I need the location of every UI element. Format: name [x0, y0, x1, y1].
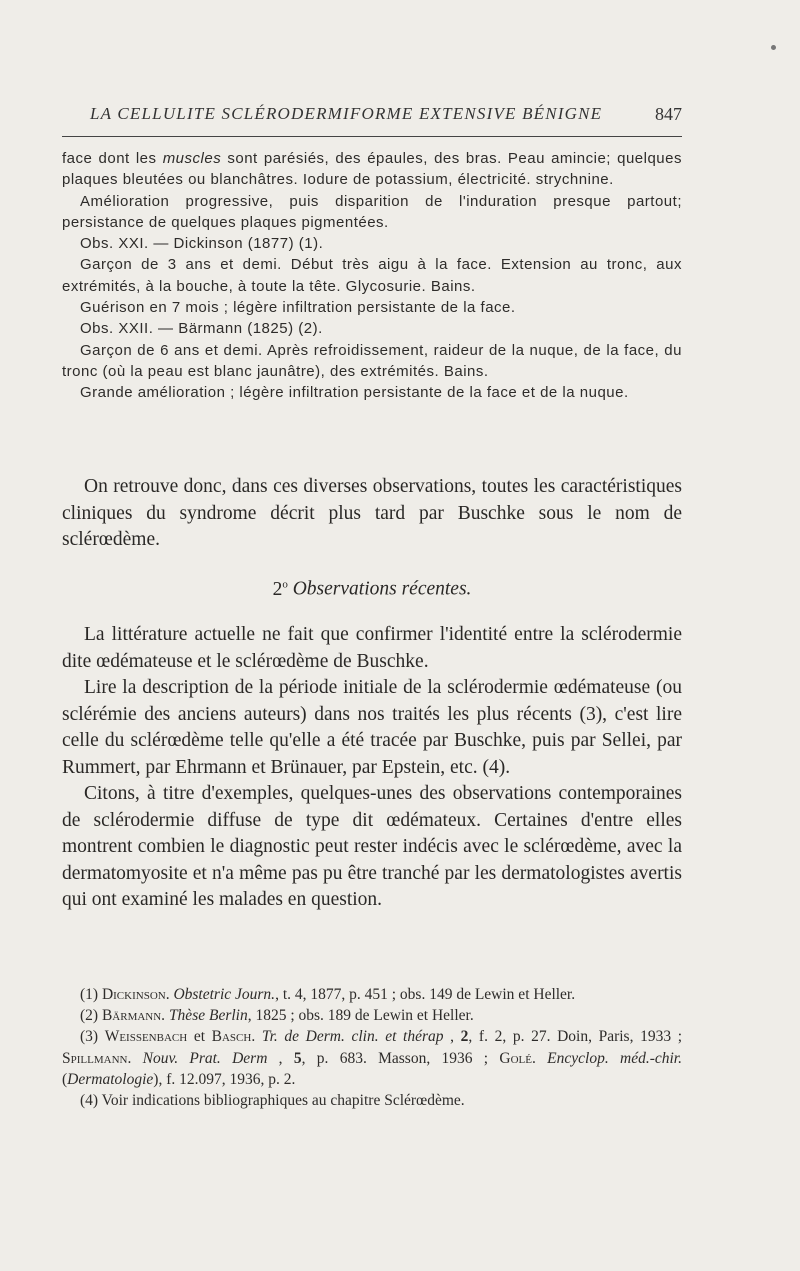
- obs-continuation: face dont les muscles sont parésiés, des épaules, des bras. Peau amincie; quelques plaques bleutées ou blanchâtres. Iodure de potassium, électricité. strychnine.: [62, 150, 682, 189]
- header-rule: [62, 136, 682, 137]
- obs-outcome: Amélioration progressive, puis disparition de l'induration presque partout; persistance de quelques plaques pigmentées.: [62, 192, 682, 231]
- footnote-1: (1) Dickinson. Obstetric Journ., t. 4, 1877, p. 451 ; obs. 149 de Lewin et Heller.: [80, 986, 576, 1003]
- conclusion-block: [62, 474, 682, 554]
- footnote-4: (4) Voir indications bibliographiques au chapitre Sclérœdème.: [80, 1092, 465, 1110]
- case-observations: [62, 148, 682, 404]
- paragraph-description: Lire la description de la période initiale de la sclérodermie œdémateuse (ou sclérémie des anciens auteurs) dans nos traités les plus récents (3), c'est lire celle du sclérœdème telle qu'elle a été tracée par Buschke, puis par Sellei, par Rummert, par Ehrmann et Brünauer, par Epstein, etc. (4).: [62, 677, 682, 778]
- section-number: 2: [272, 578, 283, 600]
- running-header: [90, 104, 682, 124]
- obs-21-outcome: Guérison en 7 mois ; légère infiltration persistante de la face.: [80, 299, 516, 317]
- footnotes: [62, 984, 682, 1111]
- section-title: Observations récentes.: [292, 578, 472, 600]
- paragraph-literature: La littérature actuelle ne fait que confirmer l'identité entre la sclérodermie dite œdémateuse et le sclérœdème de Buschke.: [62, 624, 682, 672]
- obs-22-body: Garçon de 6 ans et demi. Après refroidissement, raideur de la nuque, de la face, du tronc (où la peau est blanc jaunâtre), des extrémités. Bains.: [62, 341, 682, 380]
- footnote-3: (3) Weissenbach et Basch. Tr. de Derm. clin. et thérap , 2, f. 2, p. 27. Doin, Paris, 1933 ; Spillmann. Nouv. Prat. Derm , 5, p. 683. Masson, 1936 ; Golé. Encyclop. méd.-chir. (Dermatologie), f. 12.097, 1936, p. 2.: [62, 1028, 683, 1088]
- conclusion-paragraph: On retrouve donc, dans ces diverses observations, toutes les caractéristiques cliniques du syndrome décrit plus tard par Buschke sous le nom de sclérœdème.: [62, 476, 682, 550]
- footnote-2: (2) Bärmann. Thèse Berlin, 1825 ; obs. 189 de Lewin et Heller.: [80, 1007, 474, 1025]
- running-title: LA CELLULITE SCLÉRODERMIFORME EXTENSIVE BÉNIGNE: [90, 104, 603, 123]
- obs-21-body: Garçon de 3 ans et demi. Début très aigu à la face. Extension au tronc, aux extrémités, à la bouche, à toute la tête. Glycosurie. Bains.: [62, 256, 682, 295]
- obs-22-heading: Obs. XXII. — Bärmann (1825) (2).: [80, 320, 323, 338]
- obs-21-heading: Obs. XXI. — Dickinson (1877) (1).: [80, 235, 324, 253]
- paragraph-examples: Citons, à titre d'exemples, quelques-unes des observations contemporaines de sclérodermie diffuse de type dit œdémateux. Certaines d'entre elles montrent combien le diagnostic peut rester indécis avec le sclérœdème, avec la dermatomyosite et n'a même pas pu être tranché par les dermatologistes avertis qui ont examiné les malades en question.: [62, 783, 682, 910]
- recent-observations-text: [62, 622, 682, 914]
- page-number: 847: [655, 104, 682, 124]
- section-heading: 2$^o$ Observations récentes.: [272, 578, 472, 600]
- obs-22-outcome: Grande amélioration ; légère infiltration persistante de la face et de la nuque.: [80, 384, 629, 402]
- ink-speck: [771, 45, 776, 50]
